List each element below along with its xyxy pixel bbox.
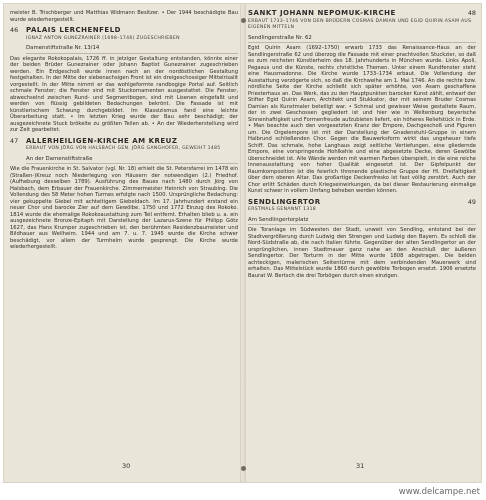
entry-section-heading: Damenstiftstraße Nr. 13/14	[26, 45, 238, 54]
watermark-bar	[0, 485, 486, 500]
entry-section-heading: An der Damenstiftstraße	[26, 156, 238, 165]
watermark-text: www.delcampe.net	[398, 487, 480, 497]
entry-49-header	[248, 199, 476, 206]
book-gutter	[240, 4, 246, 482]
entry-title: PALAIS LERCHENFELD	[26, 26, 121, 34]
left-page	[10, 10, 238, 482]
binding-hole	[241, 18, 246, 23]
entry-subtitle: ERBAUT VON JÖRG VON HALSBACH GEN. JÖRG GANGHOFER, GEWEIHT 1485	[26, 146, 221, 151]
entry-number: 49	[467, 197, 476, 206]
binding-hole	[241, 466, 246, 471]
entry-title: SENDLINGERTOR	[248, 197, 321, 206]
entry-body: Egid Quirin Asam (1692–1750) erwarb 1733 das Renaissance-Haus an der Sendlingerstraße 62 und überzog die Fassade mit einer prachtvollen Stuckzier, so daß es zum reichsten Künstlerheim des 18. Jahrhunderts in München wurde. Links Apoll, Pegasus und die Künste, rechts christliche Themen. Unter einem Rundfenster steht eine Hausmadonne. Die Kirche wurde 1733–1734 erbaut. Die Vollendung der Ausstattung verzögerte sich, so daß die Kirchweihe am 1. Mai 1746. An die rechte bzw. nördliche Seite der Kirche schließt sich später erhöhte, von Asam geschaffene Priesterhaus an. Das Werk, das zu den Hauptpunkten barocker Kunst zählt, entwarf der Stifter Egid Quirin Asam, Architekt und Stukkator, der mit seinem Bruder Cosmas Damian als Kunstmaler beteiligt war. • Schmal und gewisser Weise gestaltete Raum, der in zwei Geschossen gegliedert ist und hier wie in Weltenburg beyerische Sinnenhaftigkeit und Formenfreude aufzubieten liefert, ein höheres Reliefstück in Erde. • Man beachte auch den vorgesetzten Kranz der Empore, Dachgeschoß und Figuren um. Die Orgelempore ist mit der Darstellung der Gnadenstuhl-Gruppe in einem Halbrund schließenden Chor. Gegen die Bauwerksform wirkt das ungeheuer tiefe Schiff. Das schmale, hohe Langhaus zeigt seitliche Vertiefungen, eine gliedernde Empore, eine vorspringende Hohlkehle und eine abgesetzte Decke, deren Gewölbe überschneidet ist. Alle Wände werden mit warmen Farben überspielt, in die eine reiche Innenausstattung von hoher Qualität eingesetzt ist. Der Gipfelpunkt der Raumkomposition ist die feierlich thronende plastische Gruppe der Hl. Dreifaltigkeit über dem oberen Altar. Das großartige Deckenfresko ist fast völlig zerstört. Auch der Chor erlitt Schäden durch Kriegseinwirkungen, da bei dieser Restaurierung einmalige Kunst schwer in vollem Umfang beheben werden können.	[248, 45, 476, 194]
entry-title: SANKT JOHANN NEPOMUK-KIRCHE	[248, 9, 396, 17]
entry-section-heading: Sendlingerstraße Nr. 62	[248, 35, 476, 44]
right-page-text	[248, 10, 476, 279]
left-page-text	[10, 10, 238, 251]
booklet-spread	[3, 3, 482, 483]
right-page	[248, 10, 476, 482]
entry-body: Das elegante Rokokopalais, 1726 ff. in jetziger Gestaltung entstanden, könnte einer der beiden Brüder Gunezrainer oder Johann Baptist Gunezrainer zugeschrieben werden. Ein Erdgeschoß wurde innen nach an der nordöstlichen Gestaltung festgehalten. In der Mitte der siebenachsigen Front ist ein dreigeschossiger Mittelrisalit vorgestellt. In der Mitte nimmt er das wohlgeformte randbogige Portal auf. Seitlich schmale Fenster; die Fenster sind mit Stuckornamenten ausgestattet. Die Fenster, abwechselnd zwischen Rund- und Segmentbogen, sind mit Lisenen eingefaßt und werden von flüssig gebildeten Bedachungen bekrönt. Die Fassade ist mit künstlerischem Schwung durchgebildet. Im Klassizismus fand eine leichte Überarbeitung statt. • Im letzten Krieg wurde der Bau sehr beschädigt; der ausgezeichnete Stuck brökelte zu größten Teilen ab. • An der Wiederherstellung wird zur Zeit gearbeitet.	[10, 55, 238, 133]
entry-body: Wie die Frauenkirche in St. Salvator (vgl. Nr. 18) erhielt die St. Petersfarrei im 1478 ein (Straßen-)Kreuz noch Niederlegung von Häusern der notwendigen (2.) Friedhof. (Aufhebung desselben 1789). Ausführung des Baues nach 1480 durch Jörg von Halsbach, dem Erbauer der Frauenkirche. Zimmermeister Heinrich von Straubing. Die Vollendung des 58 Meter hohen Turmes erfolgte nach 1500. Ursprüngliche Bedachung: vier gekuppelte Giebel mit achteitigem Giebeldach. Im 17. Jahrhundert erstand ein neuer Chor und barocke Zier auf dem Gewölbe. 1750 und 1772 Einzug des Rokoko. 1814 wurde die ehemalige Rokokoaustattung zum Teil entfernt. Erhalten blieb u. a. ein ausgezeichnete Bronze-Epitaph mit Darstellung der Lazarus-Szene für Philipp Götz 1627, das Hans Krumper zugeschrieben ist, den berühmten Residenzbaumeister und Bildhauer aus Weilheim. 1944 und am 7. u. 7. 1945 wurde die Kirche schwer beschädigt, vor allem der Turmhelm wurde gesprengt. Die Kirche wurde wiederhergestellt.	[10, 166, 238, 250]
entry-subtitle: IGNAZ ANTON GUNEZRAINER (1698–1746) ZUGESCHRIEBEN	[26, 35, 180, 41]
entry-46-header	[10, 27, 238, 34]
entry-subtitle: ERSTMALS GENANNT 1318	[248, 207, 317, 212]
entry-subtitle: ERBAUT 1733–1746 VON DEN BRÜDERN COSMAS DAMIAN UND EGID QUIRIN ASAM AUS EIGENEN MITTELN	[248, 18, 472, 30]
page-number: 30	[122, 462, 131, 470]
entry-47-header	[10, 138, 238, 145]
entry-body: Die Toranlage im Südwesten der Stadt, unweit von Sendling, entstand bei der Stadtvergrößerung durch Ludwig den Strengen und Ludwig den Bayern. Es schloß die Nord-Südstraße ab, die nach Italien führte. Gegenüber der alten Sendlingertor an der ursprünglichen, innen Stadtmauer ganz nahe an den Anschluß der äußeren Sendlingertor. Der Torturm in der Mitte wurde 1808 abgetragen. Die beiden achteckigen, malerischen Seitentürme mit dem verbindenden Mauerwerk sind erhalten. Das Mittelstück wurde 1860 durch gewölbte Torbogen ersetzt. 1906 ersetzte Baurat W. Bertsch die drei Torbögen durch einen einzigen.	[248, 227, 476, 279]
entry-number: 47	[10, 136, 19, 145]
intro-paragraph: meister B. Trischberger und Matthias Widmann Besitzer. • Der 1944 beschädigte Bau wurde wiederhergestellt.	[10, 10, 238, 23]
entry-title: ALLERHEILIGEN-KIRCHE AM KREUZ	[26, 136, 178, 145]
page-number: 31	[356, 462, 365, 470]
entry-number: 46	[10, 26, 19, 34]
entry-number: 48	[467, 9, 476, 17]
entry-section-heading: Am Sendlingertorplatz	[248, 217, 476, 226]
entry-48-header	[248, 10, 476, 17]
